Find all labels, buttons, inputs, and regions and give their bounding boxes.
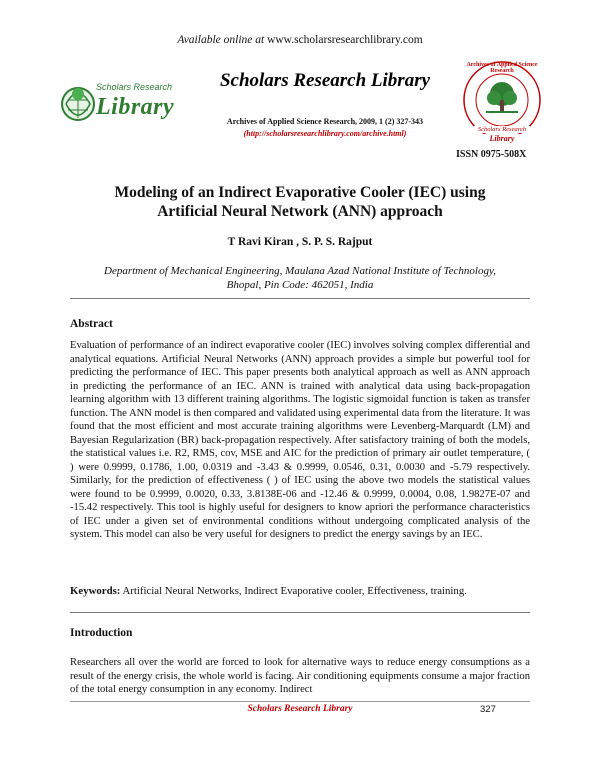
abstract-heading: Abstract bbox=[70, 318, 113, 330]
paper-title bbox=[0, 183, 600, 221]
page-number: 327 bbox=[480, 704, 496, 715]
keywords-label: Keywords: bbox=[70, 585, 121, 597]
affiliation-line2: Bhopal, Pin Code: 462051, India bbox=[226, 279, 374, 291]
journal-citation: Archives of Applied Science Research, 2009, 1 (2) 327-343 bbox=[226, 117, 424, 126]
footer-brand: Scholars Research Library bbox=[247, 704, 353, 714]
left-logo-line1: Scholars Research bbox=[96, 82, 173, 92]
archives-seal-logo-right bbox=[456, 60, 548, 148]
available-online-line bbox=[0, 34, 600, 46]
issn-label: ISSN 0975-508X bbox=[456, 149, 527, 160]
available-prefix: Available online at bbox=[177, 34, 265, 46]
divider-keywords bbox=[70, 612, 530, 613]
keywords-text: Artificial Neural Networks, Indirect Evaporative cooler, Effectiveness, training. bbox=[120, 585, 467, 597]
introduction-body: Researchers all over the world are forced to look for alternative ways to reduce energy consumptions as a result of the energy crisis, the whole world is facing. Air conditioning equipments consume a major fraction of the total energy consumption in any economy. Indirect bbox=[70, 657, 530, 695]
keywords-line bbox=[70, 585, 530, 597]
abstract-body: Evaluation of performance of an indirect evaporative cooler (IEC) involves solving complex differential and analytical equations. Artificial Neural Networks (ANN) approach provides a simple but powerful tool for predicting the performance of IEC. This paper presents both analytical approach as well as ANN approach in predicting the performance of an IEC. ANN is trained with analytical data using back-propagation learning algorithm with 13 different training algorithms. The logistic sigmoidal function is taken as transfer function. The ANN model is then compared and validated using experimental data from the literature. It was found that the most efficient and most accurate training algorithms were Levenberg-Marquardt (LM) and Bayesian Regularization (BR) back-propagation respectively. After satisfactory training of both the models, the statistical values i.e. R2, RMS, cov, MSE and AIC for the prediction of primary air outlet temperature, ( ) were 0.9999, 0.1786, 1.00, 0.0319 and -3.43 & 0.9999, 0.0546, 0.31, 0.0030 and -5.79 respectively. Similarly, for the prediction of effectiveness ( ) of IEC using the above two models the statistical values were found to be 0.9999, 0.0020, 0.33, 3.8138E-06 and -12.46 & 0.9999, 0.0004, 0.08, 1.9827E-07 and -15.42 respectively. This tool is highly useful for designers to know apriori the performance characteristics of IEC under a given set of environmental conditions without undergoing complicated analysis of the system. This model can also be very useful for designers to predict the energy savings by an IEC. bbox=[70, 340, 530, 540]
seal-ring-text: Archives of Applied Science Research bbox=[466, 62, 538, 74]
introduction-heading: Introduction bbox=[70, 627, 133, 639]
brand-title: Scholars Research Library bbox=[219, 70, 431, 91]
seal-inner-line2: Library bbox=[474, 134, 530, 143]
authors: T Ravi Kiran , S. P. S. Rajput bbox=[227, 236, 373, 248]
divider-top bbox=[70, 298, 530, 299]
scholars-library-logo-left bbox=[58, 72, 186, 136]
affiliation bbox=[0, 264, 600, 292]
journal-url-link[interactable]: (http://scholarsresearchlibrary.com/archive.html) bbox=[243, 129, 407, 138]
left-logo-line2: Library bbox=[96, 94, 175, 120]
footer-divider bbox=[70, 701, 530, 702]
paper-title-line2: Artificial Neural Network (ANN) approach bbox=[157, 203, 443, 220]
paper-title-line1: Modeling of an Indirect Evaporative Cooler (IEC) using bbox=[114, 184, 486, 201]
affiliation-line1: Department of Mechanical Engineering, Maulana Azad National Institute of Technology, bbox=[104, 265, 496, 277]
available-url-link[interactable]: www.scholarsresearchlibrary.com bbox=[267, 34, 423, 46]
seal-inner-line1: Scholars Research bbox=[474, 126, 530, 133]
